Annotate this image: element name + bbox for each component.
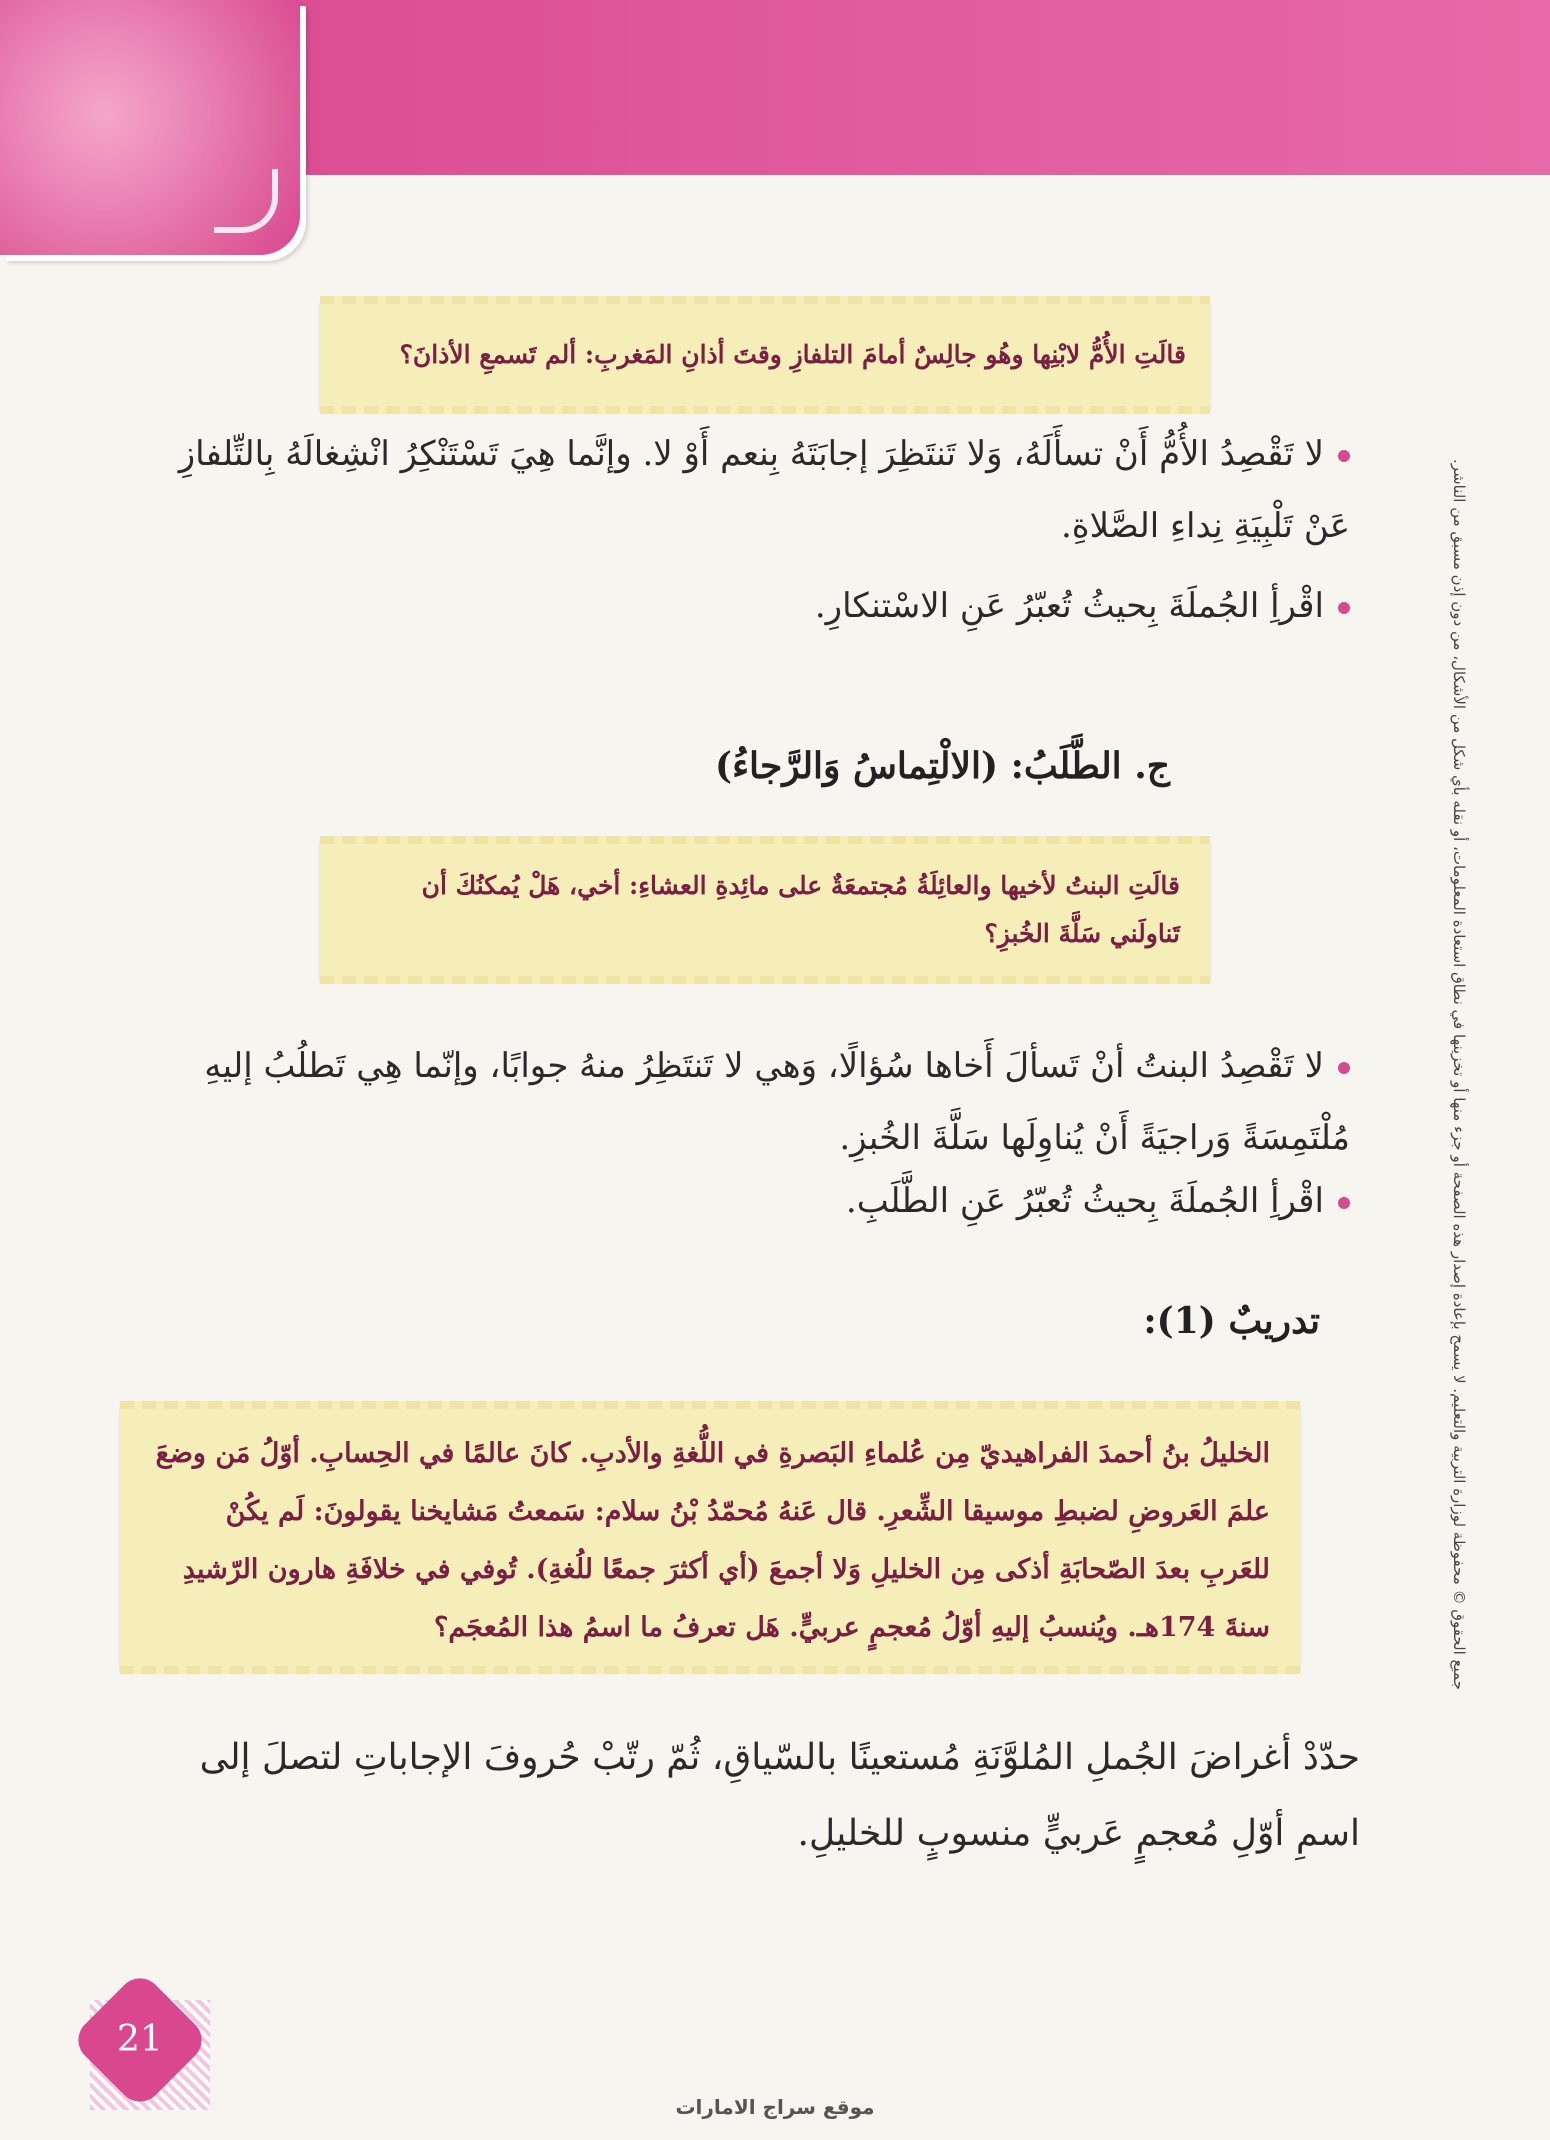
page-number-badge <box>90 1990 200 2100</box>
tape-edge <box>320 976 1210 984</box>
example-3-text: الخليلُ بنُ أحمدَ الفراهيديّ مِن عُلماءِ البَصرةِ في اللُّغةِ والأدبِ. كانَ عالمًا في الحِسابِ. أوّلُ مَن وضعَ علمَ العَروضِ لضبطِ موسيقا الشِّعرِ. قال عَنهُ مُحمّدُ بْنُ سلام: سَمعتُ مَشايخنا يقولونَ: لَم يكُنْ للعَربِ بعدَ الصّحابَةِ أذكى مِن الخليلِ وَلا أجمعَ (أي أكثرَ جمعًا للُغةِ). تُوفي في خلافَةِ هارون الرّشيدِ سنةَ 174هـ. ويُنسبُ إليهِ أوّلُ مُعجمٍ عربيٍّ. هَل تعرفُ ما اسمُ هذا المُعجَم؟ <box>155 1438 1270 1643</box>
page-number: 21 <box>117 2019 163 2060</box>
bullet-icon <box>1338 450 1350 462</box>
bullet-icon <box>1338 602 1350 614</box>
tape-edge <box>120 1666 1300 1674</box>
drill-title: تدريبٌ (1): <box>1143 1300 1320 1342</box>
point-1b <box>150 570 1350 642</box>
point-1a <box>150 418 1350 562</box>
point-2b-text: اقْرأِ الجُملَةَ بِحيثُ تُعبّرُ عَنِ الطَّلَبِ. <box>845 1181 1324 1221</box>
bullet-icon <box>1338 1197 1350 1209</box>
header-tab-decoration <box>0 0 300 255</box>
point-2a <box>150 1030 1350 1174</box>
point-2a-text: لا تَقْصِدُ البنتُ أنْ تَسألَ أَخاها سُؤالًا، وَهي لا تَنتَظِرُ منهُ جوابًا، وإنّما هِي تَطلُبُ إليهِ مُلْتَمِسَةً وَراجيَةً أَنْ يُناوِلَها سَلَّةَ الخُبزِ. <box>204 1046 1350 1158</box>
example-note-3 <box>120 1405 1300 1670</box>
point-1b-text: اقْرأِ الجُملَةَ بِحيثُ تُعبّرُ عَنِ الاسْتنكارِ. <box>814 586 1324 626</box>
footer-site-name: موقع سراج الامارات <box>675 2095 875 2119</box>
example-1-quote: قالَتِ الأُمُّ لابْنِها وهُو جالِسٌ أمامَ التلفازِ وقتَ أذانِ المَغربِ: ألم تَسمعِ الأذانَ؟ <box>399 340 1186 369</box>
example-2-quote: قالَتِ البنتُ لأخيها والعائِلَةُ مُجتمعَةٌ على مائِدةِ العشاءِ: أخي، هَلْ يُمكنُكَ أن تَناولَني سَلَّةَ الخُبزِ؟ <box>421 871 1180 948</box>
tape-edge <box>120 1401 1300 1409</box>
tape-edge <box>320 296 1210 304</box>
tape-edge <box>320 836 1210 844</box>
section-title: ج. الطَّلَبُ: (الالْتِماسُ وَالرَّجاءُ) <box>715 745 1170 787</box>
point-1a-text: لا تَقْصِدُ الأُمُّ أَنْ تسأَلَهُ، وَلا تَنتَظِرَ إجابَتَهُ بِنعم أَوْ لا. وإنَّما هِيَ تَسْتَنْكِرُ انْشِغالَهُ بِالتِّلفازِ عَنْ تَلْبِيَةِ نِداءِ الصَّلاةِ. <box>178 434 1350 546</box>
copyright-side-note: جميع الحقوق © محفوظة لوزارة التربية والتعليم. لا يسمح بإعادة إصدار هذه الصفحة أو جزء منها أو تخزينها في نطاق استعادة المعلومات، أو نقله بأي شكل من الأشكال، من دون إذن مسبق من الناشر. <box>1450 458 1468 1690</box>
point-2b <box>150 1165 1350 1237</box>
example-note-2 <box>320 840 1210 980</box>
bullet-icon <box>1338 1062 1350 1074</box>
example-note-1 <box>320 300 1210 410</box>
tape-edge <box>320 406 1210 414</box>
instruction-paragraph: حدّدْ أغراضَ الجُملِ المُلوَّنَةِ مُستعينًا بالسّياقِ، ثُمّ رتّبْ حُروفَ الإجاباتِ لتصلَ إلى اسمِ أوّلِ مُعجمٍ عَربيٍّ منسوبٍ للخليلِ. <box>199 1737 1360 1854</box>
